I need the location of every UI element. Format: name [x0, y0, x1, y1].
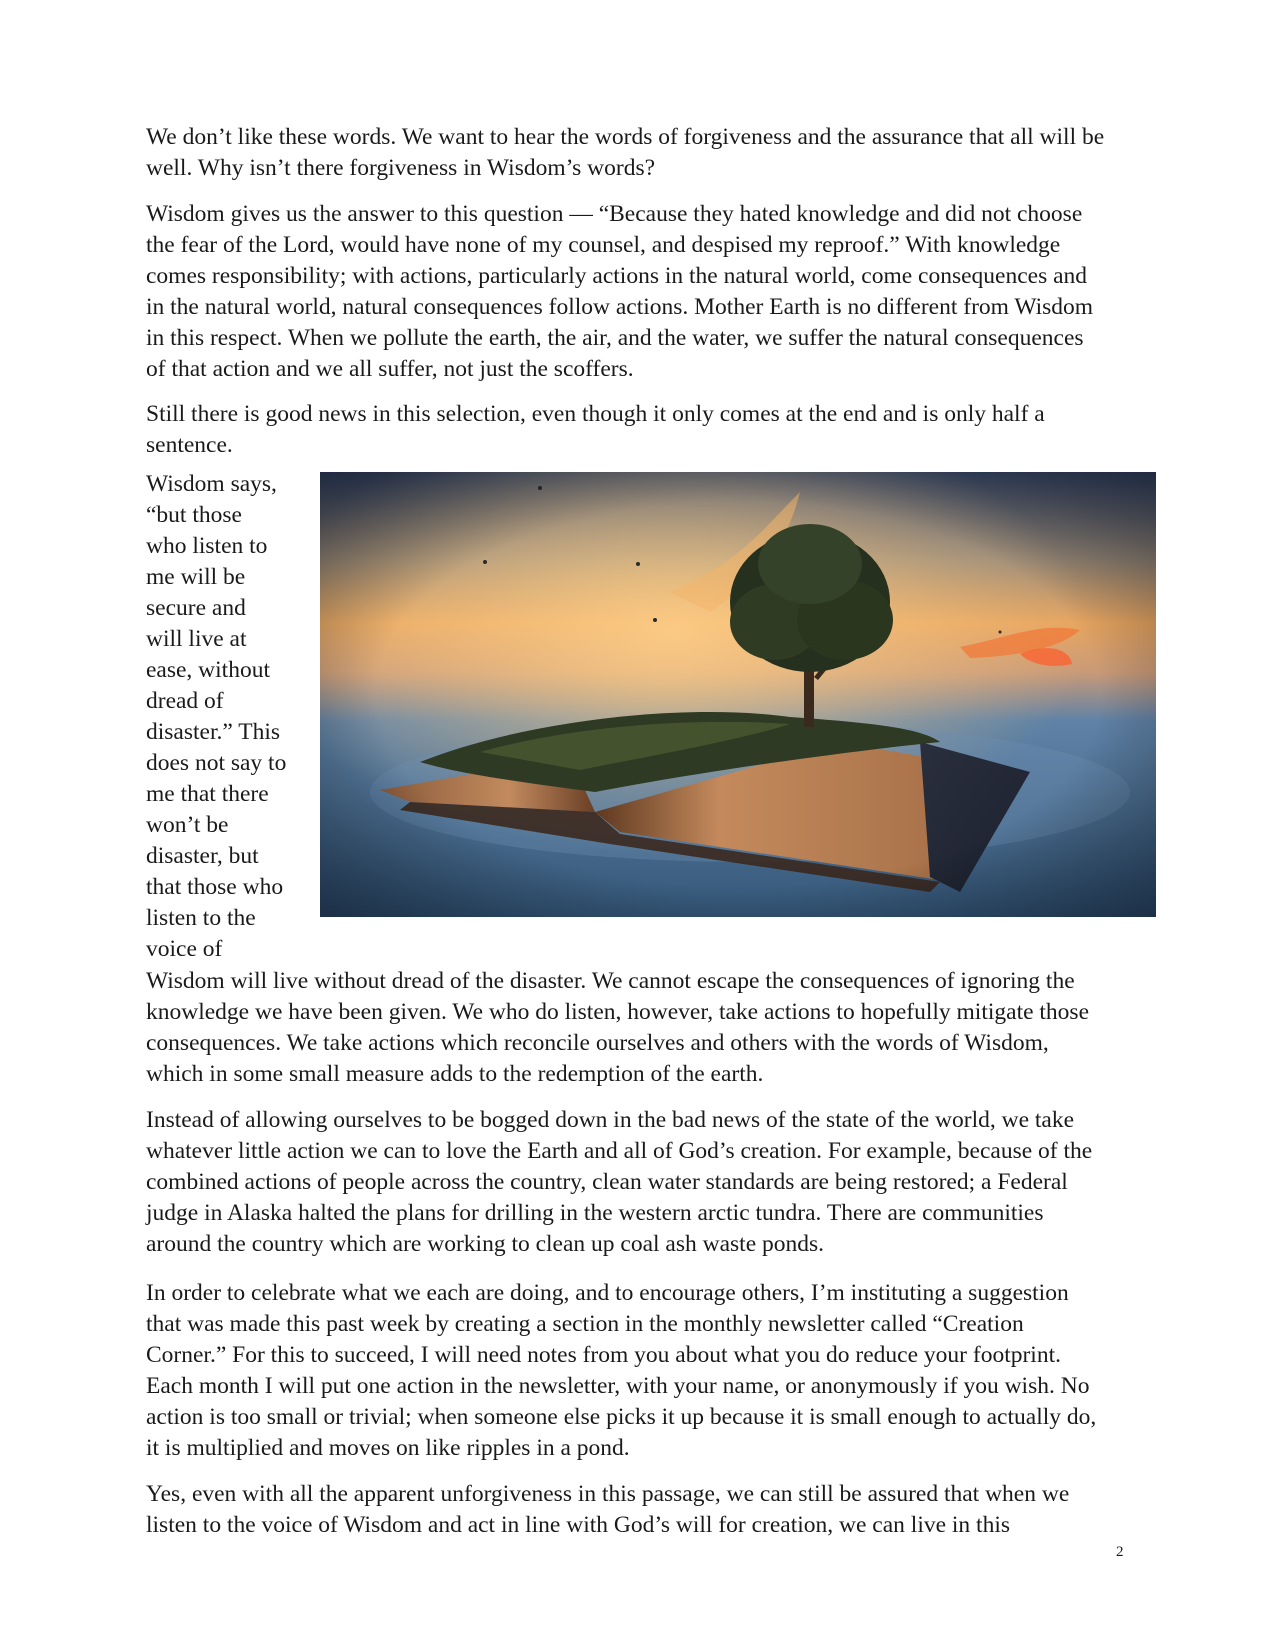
wrapped-line: disaster, but [146, 843, 259, 869]
paragraph-3-intro: Still there is good news in this selection, even though it only comes at the end and is only half a sentence. [146, 401, 1045, 458]
wrapped-line: who listen to [146, 533, 268, 559]
tree-on-open-book-illustration [320, 472, 1156, 917]
wrapped-line: voice of [146, 936, 223, 962]
wrapped-line: does not say to [146, 750, 287, 776]
wrapped-line: dread of [146, 688, 224, 714]
paragraph-6: Yes, even with all the apparent unforgiveness in this passage, we can still be assured that when we listen to the voice of Wisdom and act in line with God’s will for creation, we can live in this [146, 1481, 1070, 1538]
paragraph-4: Instead of allowing ourselves to be bogged down in the bad news of the state of the world, we take whatever little action we can to love the Earth and all of God’s creation. For example, because of the combined actions of people across the country, clean water standards are being restored; a Federal judge in Alaska halted the plans for drilling in the western arctic tundra. There are communities around the country which are working to clean up coal ash waste ponds. [146, 1107, 1093, 1257]
wrapped-line: secure and [146, 595, 246, 621]
wrapped-line: disaster.” This [146, 719, 281, 745]
paragraph-2: Wisdom gives us the answer to this question — “Because they hated knowledge and did not choose the fear of the Lord, would have none of my counsel, and despised my reproof.” With knowledge comes responsibility; with actions, particularly actions in the natural world, come consequences and in the natural world, natural consequences follow actions. Mother Earth is no different from Wisdom in this respect. When we pollute the earth, the air, and the water, we suffer the natural consequences of that action and we all suffer, not just the scoffers. [146, 201, 1094, 382]
wrapped-line: listen to the [146, 905, 256, 931]
wrapped-line: “but those [146, 502, 242, 528]
paragraph-5: In order to celebrate what we each are doing, and to encourage others, I’m instituting a suggestion that was made this past week by creating a section in the monthly newsletter called “Creation Corner.” For this to succeed, I will need notes from you about what you do reduce your footprint. Each month I will put one action in the newsletter, with your name, or anonymously if you wish. No action is too small or trivial; when someone else picks it up because it is small enough to actually do, it is multiplied and moves on like ripples in a pond. [146, 1280, 1097, 1461]
paragraph-3-rest: Wisdom will live without dread of the disaster. We cannot escape the consequences of ignoring the knowledge we have been given. We who do listen, however, take actions to hopefully mitigate those consequences. We take actions which reconcile ourselves and others with the words of Wisdom, which in some small measure adds to the redemption of the earth. [146, 968, 1090, 1087]
wrapped-line: me that there [146, 781, 269, 807]
wrapped-line: me will be [146, 564, 246, 590]
wrapped-text-column [146, 469, 306, 965]
wrapped-line: Wisdom says, [146, 471, 277, 497]
paragraph-1: We don’t like these words. We want to hear the words of forgiveness and the assurance that all will be well. Why isn’t there forgiveness in Wisdom’s words? [146, 124, 1105, 181]
wrapped-line: that those who [146, 874, 284, 900]
wrapped-line: will live at [146, 626, 247, 652]
wrapped-line: ease, without [146, 657, 270, 683]
wrapped-line: won’t be [146, 812, 229, 838]
page-number: 2 [1116, 1544, 1124, 1560]
